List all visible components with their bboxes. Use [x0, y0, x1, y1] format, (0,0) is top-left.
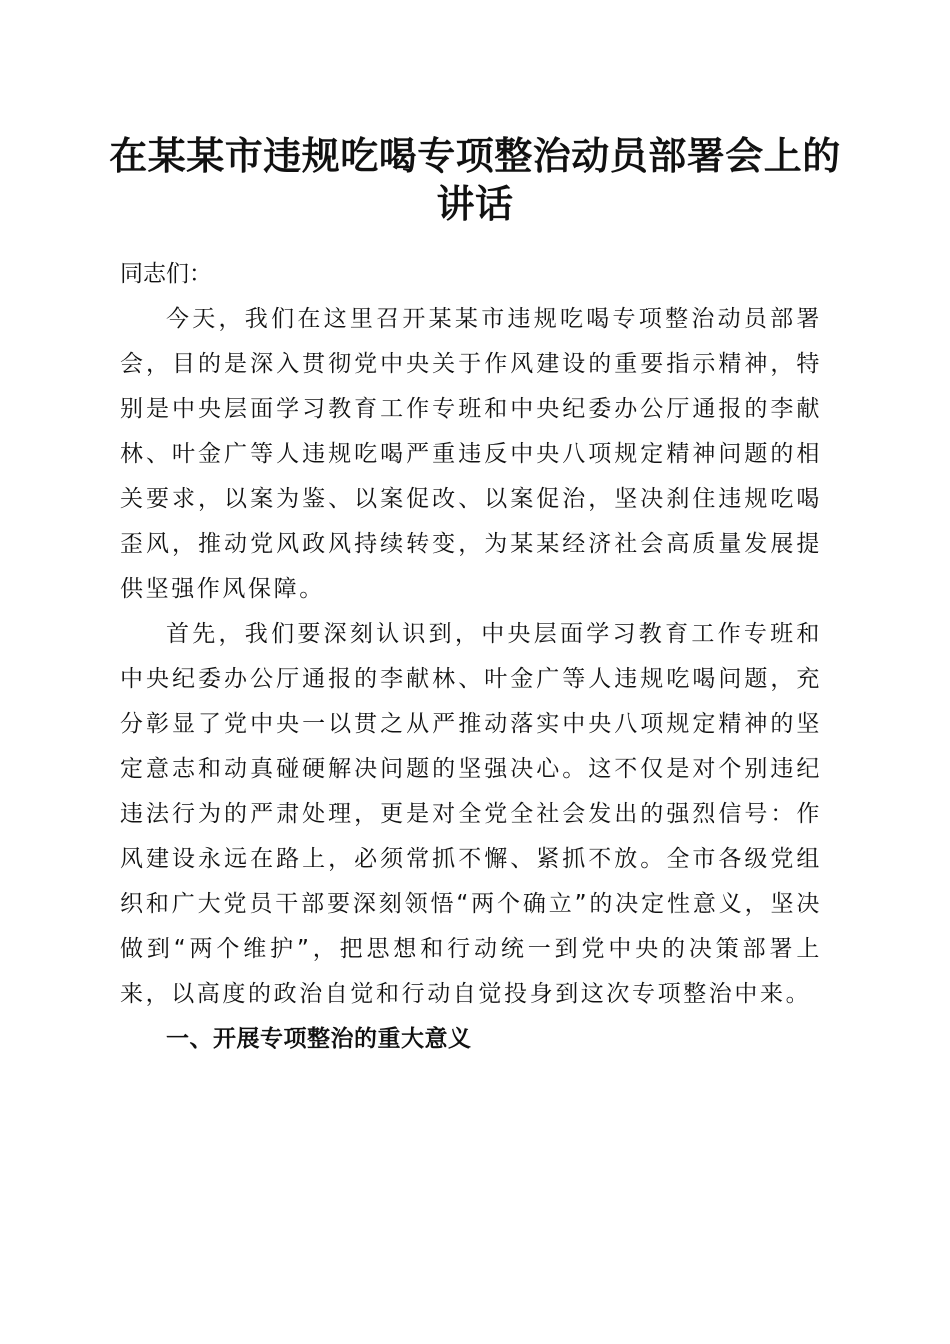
- paragraph-opening: 今天，我们在这里召开某某市违规吃喝专项整治动员部署会，目的是深入贯彻党中央关于作风建设的重要指示精神，特别是中央层面学习教育工作专班和中央纪委办公厅通报的李献林、叶金广等人违规吃喝严重违反中央八项规定精神问题的相关要求，以案为鉴、以案促改、以案促治，坚决刹住违规吃喝歪风，推动党风政风持续转变，为某某经济社会高质量发展提供坚强作风保障。: [120, 306, 822, 602]
- document-title: 在某某市违规吃喝专项整治动员部署会上的讲话: [109, 133, 841, 226]
- paragraph-first-point: 首先，我们要深刻认识到，中央层面学习教育工作专班和中央纪委办公厅通报的李献林、叶金广等人违规吃喝问题，充分彰显了党中央一以贯之从严推动落实中央八项规定精神的坚定意志和动真碰硬解决问题的坚强决心。这不仅是对个别违纪违法行为的严肃处理，更是对全党全社会发出的强烈信号：作风建设永远在路上，必须常抓不懈、紧抓不放。全市各级党组织和广大党员干部要深刻领悟“两个确立”的决定性意义，坚决做到“两个维护”，把思想和行动统一到党中央的决策部署上来，以高度的政治自觉和行动自觉投身到这次专项整治中来。: [120, 621, 822, 1007]
- salutation: 同志们：: [120, 261, 212, 287]
- section-heading: 一、开展专项整治的重大意义: [166, 1026, 472, 1052]
- document-body: [120, 252, 822, 1062]
